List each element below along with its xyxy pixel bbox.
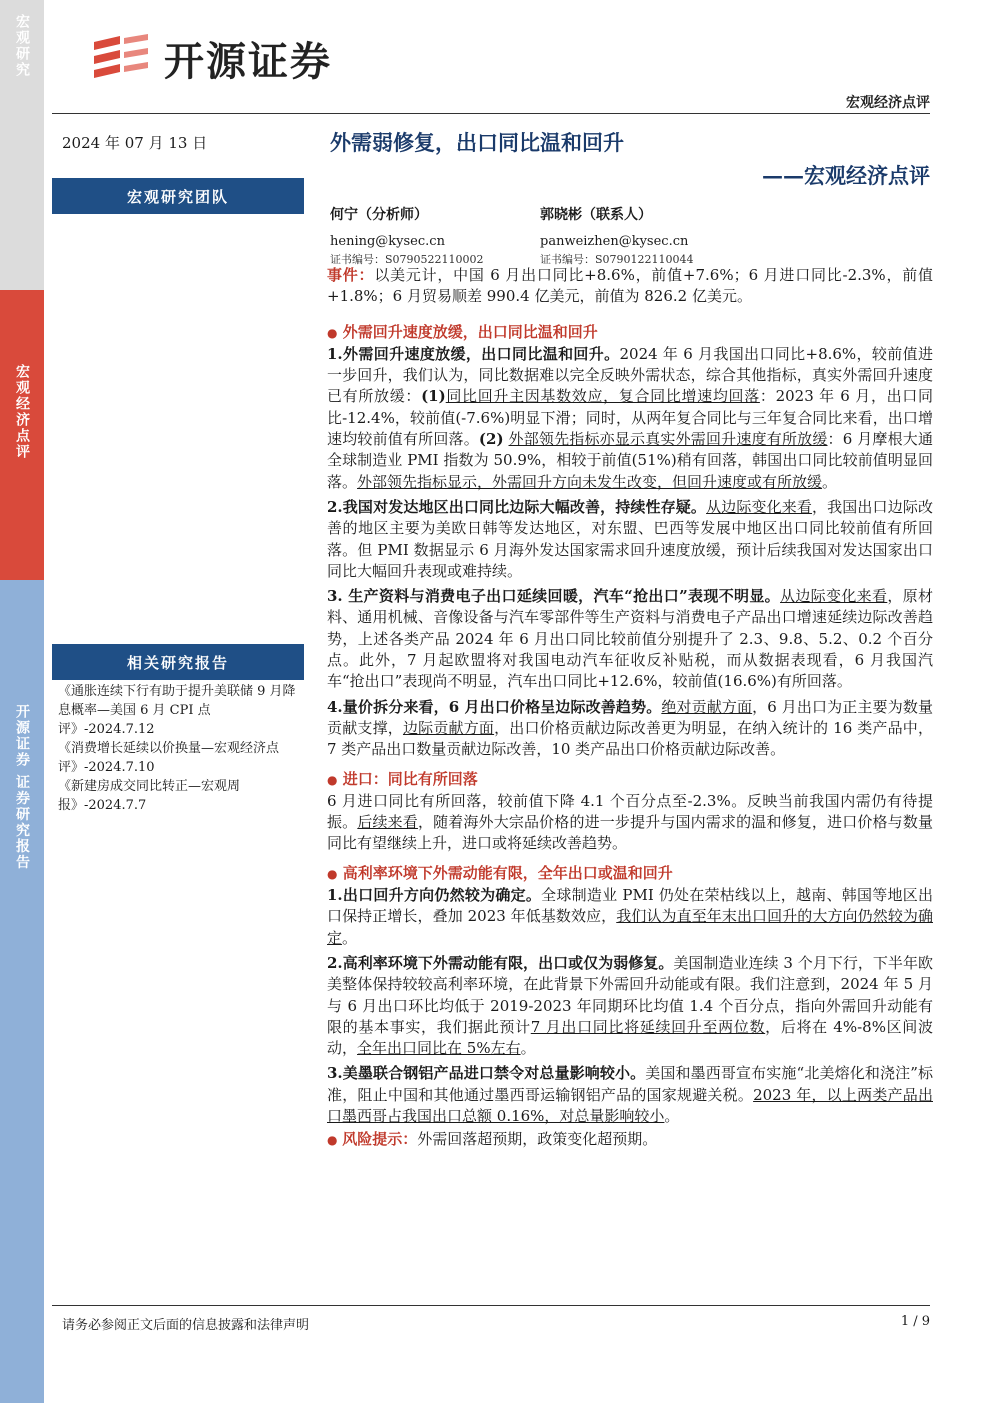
analyst-1: [330, 204, 484, 267]
p1-underline-1: 同比回升主因基数效应，复合同比增速均回落: [445, 387, 760, 406]
paragraph-5: [327, 791, 933, 855]
paragraph-2: [327, 497, 933, 582]
p6-underline: 我们认为直至年末出口回升的大方向仍然较为确定: [327, 907, 933, 947]
p2-lead: 2.我国对发达地区出口同比边际大幅改善，持续性存疑。: [327, 497, 707, 516]
p7-underline-1: 7 月出口同比将延续回升至两位数: [530, 1017, 766, 1036]
event-paragraph: [327, 265, 933, 308]
risk-text: 外需回落超预期，政策变化超预期。: [417, 1130, 658, 1149]
p4-text-b: ，出口价格贡献边际改善更为明显，在纳入统计的 16 类产品中，7 类产品出口数量贡献边际改善，10 类产品出口价格贡献边际改善。: [327, 718, 933, 759]
related-reports: [58, 682, 302, 815]
related-item[interactable]: 《新建房成交同比转正—宏观周报》-2024.7.7: [58, 779, 241, 813]
bullet-icon: ●: [327, 325, 338, 340]
report-body: [327, 265, 933, 1152]
paragraph-7: [327, 953, 933, 1059]
report-category: 宏观经济点评: [846, 95, 930, 111]
logo-mark-icon: [90, 34, 152, 84]
section-heading-3: [327, 863, 933, 885]
sidebar-bottom-label: 开源证券 证券研究报告: [14, 704, 30, 871]
p4-underline-2: 边际贡献方面: [402, 718, 495, 737]
p7-underline-2: 全年出口同比在 5%左右: [357, 1039, 521, 1058]
p2-text: ，我国出口边际改善的地区主要为美欧日韩等发达地区，对东盟、巴西等发展中地区出口同比较前值有所回落。但 PMI 数据显示 6 月海外发达国家需求回升速度放缓，预计后续我国对发达国家出口同比大幅回升表现或难持续。: [327, 497, 933, 580]
risk-paragraph: [327, 1129, 933, 1151]
p1-text-e: 。: [822, 472, 838, 491]
sidebar-top: [0, 0, 44, 290]
p1-text-c: ：2023 年 6 月，出口同比-12.4%，较前值(-7.6%)明显下滑；同时，从两年复合同比与三年复合同比来看，出口增速均较前值有所回落。: [327, 387, 933, 449]
p5-underline: 后续来看: [357, 813, 418, 832]
event-label: 事件：: [327, 266, 375, 284]
p3-underline: 从边际变化来看: [780, 587, 888, 606]
event-text: 以美元计，中国 6 月出口同比+8.6%，前值+7.6%；6 月进口同比-2.3%，前值+1.8%；6 月贸易顺差 990.4 亿美元，前值为 826.2 亿美元。: [327, 266, 933, 306]
paragraph-8: [327, 1063, 933, 1127]
related-item[interactable]: 《消费增长延续以价换量—宏观经济点评》-2024.7.10: [58, 741, 280, 775]
sidebar-bottom: [0, 580, 44, 1403]
analyst-2: [540, 204, 694, 267]
analyst-1-email[interactable]: hening@kysec.cn: [330, 234, 445, 249]
sidebar-mid: [0, 290, 44, 580]
p1-num-1: (1): [421, 387, 446, 406]
section-heading-2-text: 进口：同比有所回落: [342, 769, 478, 788]
report-date: 2024 年 07 月 13 日: [62, 134, 208, 152]
p6-text-b: 。: [342, 928, 358, 947]
p1-text-a: 2024 年 6 月我国出口同比+8.6%，较前值进一步回升，我们认为，同比数据难以完全反映外需状态，综合其他指标，真实外需回升速度已有所放缓：: [327, 344, 933, 406]
page-number: 1 / 9: [900, 1314, 930, 1329]
analyst-2-name: 郭晓彬（联系人）: [540, 207, 652, 223]
footer-disclaimer: 请务必参阅正文后面的信息披露和法律声明: [62, 1318, 310, 1333]
paragraph-6: [327, 885, 933, 949]
p7-text-b: ，后将在 4%-8%区间波动，: [327, 1017, 933, 1058]
p3-lead: 3. 生产资料与消费电子出口延续回暖，汽车“抢出口”表现不明显。: [327, 587, 781, 606]
analyst-2-email[interactable]: panweizhen@kysec.cn: [540, 234, 689, 249]
logo-text: 开源证券: [164, 39, 332, 85]
section-heading-2: [327, 769, 933, 791]
report-subtitle: ——宏观经济点评: [762, 163, 930, 188]
p3-text: ，原材料、通用机械、音像设备与汽车零部件等生产资料与消费电子产品出口增速延续边际改善趋势，上述各类产品 2024 年 6 月出口同比较前值分别提升了 2.3、9.8、5.2、0.2 个百分点。此外，7 月起欧盟将对我国电动汽车征收反补贴税，而从数据表现看，6 月我国汽车“抢出口”表现尚不明显，汽车出口同比+12.6%，较前值(16.6%)有所回落。: [327, 587, 933, 691]
p1-text-d: ：6 月摩根大通全球制造业 PMI 指数为 50.9%，相较于前值(51%)稍有回落，韩国出口同比较前值明显回落。: [327, 430, 933, 491]
p4-text-a: ，6 月出口为正主要为数量贡献支撑，: [327, 697, 933, 737]
related-heading: 相关研究报告: [52, 644, 304, 680]
bullet-icon: ●: [327, 1133, 338, 1148]
p4-lead: 4.量价拆分来看，6 月出口价格呈边际改善趋势。: [327, 697, 662, 716]
p5-text-b: ，随着海外大宗品价格的进一步提升与国内需求的温和修复，进口价格与数量同比有望继续上升，进口或将延续改善趋势。: [327, 813, 933, 853]
section-heading-1-text: 外需回升速度放缓，出口同比温和回升: [342, 322, 598, 341]
p6-lead: 1.出口回升方向仍然较为确定。: [327, 886, 542, 905]
paragraph-1: [327, 344, 933, 493]
section-heading-3-text: 高利率环境下外需动能有限，全年出口或温和回升: [342, 863, 673, 882]
analyst-2-cert: 证书编号：S0790122110044: [540, 253, 694, 266]
p7-text-c: 。: [520, 1039, 536, 1058]
bullet-icon: ●: [327, 866, 338, 881]
related-item[interactable]: 《通胀连续下行有助于提升美联储 9 月降息概率—美国 6 月 CPI 点评》-2024.7.12: [58, 684, 296, 737]
p8-text-a: 美国和墨西哥宣布实施“北美熔化和浇注”标准，阻止中国和其他通过墨西哥运输钢铝产品的国家规避关税。: [327, 1064, 933, 1104]
p1-num-2: (2): [478, 430, 504, 449]
analyst-1-cert: 证书编号：S0790522110002: [330, 253, 484, 266]
p4-underline-1: 绝对贡献方面: [661, 697, 753, 716]
p7-lead: 2.高利率环境下外需动能有限，出口或仅为弱修复。: [327, 953, 674, 972]
p8-underline: 2023 年，以上两类产品出口墨西哥占我国出口总额 0.16%，对总量影响较小: [327, 1085, 933, 1125]
p6-text-a: 全球制造业 PMI 仍处在荣枯线以上，越南、韩国等地区出口保持正增长，叠加 2023 年低基数效应，: [327, 886, 933, 926]
paragraph-3: [327, 586, 933, 692]
company-logo: [90, 30, 332, 87]
p1-lead: 1.外需回升速度放缓，出口同比温和回升。: [327, 344, 620, 363]
p2-underline: 从边际变化来看: [706, 497, 813, 516]
p8-lead: 3.美墨联合钢铝产品进口禁令对总量影响较小。: [327, 1064, 646, 1083]
team-heading: 宏观研究团队: [52, 178, 304, 214]
p1-underline-2: 外部领先指标亦显示真实外需回升速度有所放缓: [508, 430, 828, 449]
header-divider: [52, 113, 930, 114]
p7-text-a: 美国制造业连续 3 个月下行，下半年欧美整体保持较较高利率环境，在此背景下外需回升动能或有限。我们注意到，2024 年 5 月与 6 月出口环比均低于 2019-2023 年同期环比均值 1.4 个百分点，指向外需回升动能有限的基本事实，我们据此预计: [327, 953, 933, 1036]
footer-divider: [52, 1305, 930, 1306]
risk-label: 风险提示：: [342, 1130, 418, 1149]
paragraph-4: [327, 697, 933, 761]
report-title: 外需弱修复，出口同比温和回升: [330, 130, 624, 155]
p5-text-a: 6 月进口同比有所回落，较前值下降 4.1 个百分点至-2.3%。反映当前我国内需仍有待提振。: [327, 791, 933, 832]
analyst-1-name: 何宁（分析师）: [330, 207, 428, 223]
bullet-icon: ●: [327, 772, 338, 787]
section-heading-1: [327, 322, 933, 344]
p1-underline-3: 外部领先指标显示，外需回升方向未发生改变，但回升速度或有所放缓: [357, 472, 823, 491]
sidebar-top-label: 宏观研究: [14, 14, 30, 78]
sidebar-mid-label: 宏观经济点评: [14, 364, 30, 460]
p8-text-b: 。: [664, 1106, 680, 1125]
